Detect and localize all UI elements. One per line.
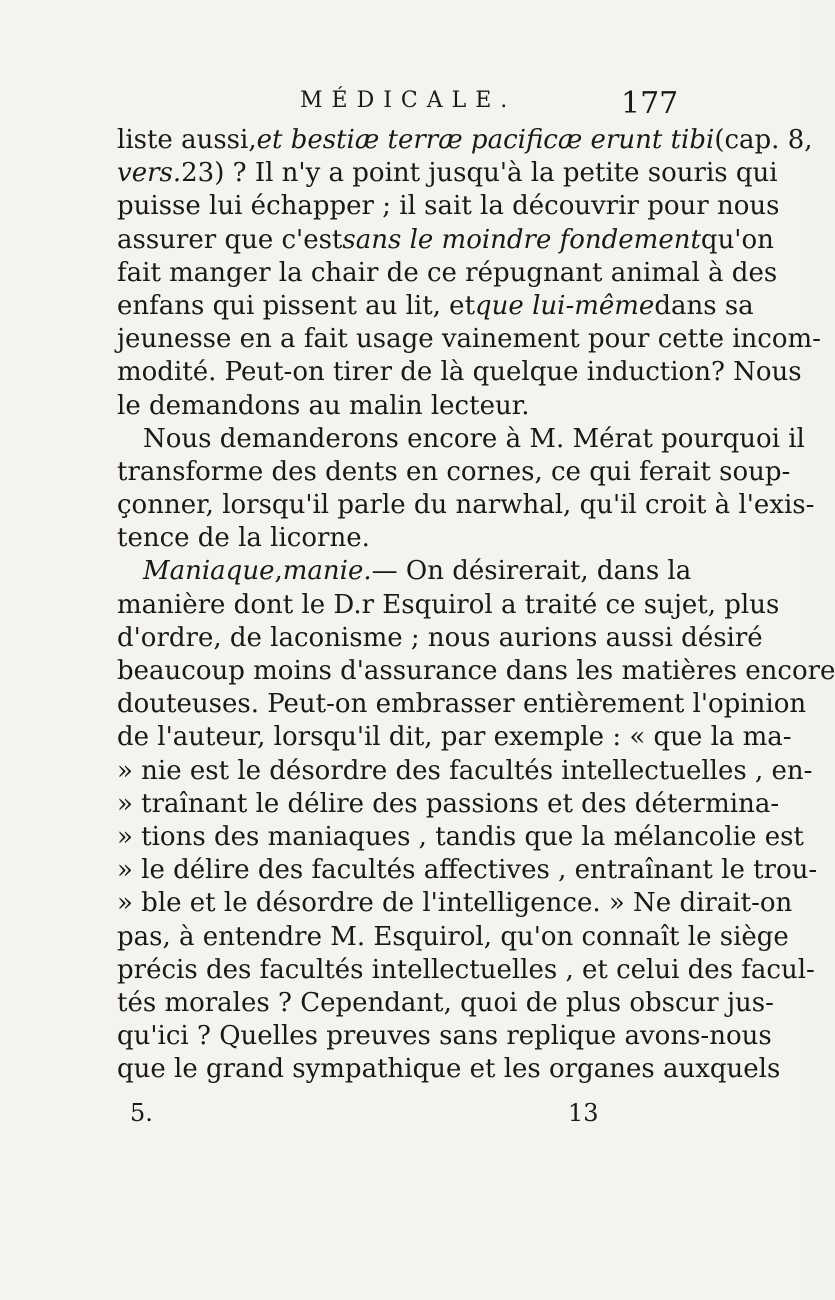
text-line-11	[117, 456, 791, 489]
term-maniaque: Maniaque	[143, 556, 275, 587]
line-28-text: qu'ici ? Quelles preuves sans replique avons-nous	[117, 1021, 772, 1052]
line-21-text: » traînant le délire des passions et des détermina-	[117, 788, 780, 819]
line-14-comma: ,	[274, 556, 283, 587]
line-14-text: — On désirerait, dans la	[371, 556, 692, 587]
text-line-25	[117, 921, 789, 954]
line-18-text: douteuses. Peut-on embrasser entièrement l'opinion	[117, 689, 807, 720]
line-22-text: » tions des maniaques , tandis que la mélancolie est	[117, 821, 804, 852]
text-line-9	[117, 390, 677, 423]
line-1-part-1: liste aussi,	[117, 125, 257, 155]
text-line-6	[117, 290, 754, 323]
line-6-italic: que lui-même	[475, 290, 655, 321]
text-line-26	[117, 954, 815, 987]
text-line-19	[117, 721, 792, 754]
line-1-part-3: (cap. 8,	[714, 125, 813, 155]
text-line-16	[117, 622, 763, 655]
line-19-text: de l'auteur, lorsqu'il dit, par exemple : « que la ma-	[117, 722, 792, 753]
page-number: 177	[621, 86, 679, 121]
line-3-text: puisse lui échapper ; il sait la découvrir pour nous	[117, 191, 780, 222]
text-line-4	[117, 224, 774, 257]
line-6-part-1: enfans qui pissent au lit, et	[117, 290, 476, 321]
text-line-23	[117, 854, 818, 887]
text-line-18	[117, 688, 807, 721]
text-line-14	[117, 555, 692, 588]
line-9-text: le demandons au malin lecteur.	[117, 390, 530, 421]
text-line-27	[117, 987, 774, 1020]
signature-mark: 5.	[130, 1099, 153, 1127]
line-17-text: beaucoup moins d'assurance dans les matières encore	[117, 656, 835, 686]
line-4-part-1: assurer que c'est	[117, 224, 343, 255]
text-line-1	[117, 124, 813, 157]
text-line-28	[117, 1020, 772, 1053]
text-line-10	[117, 423, 805, 456]
text-line-5	[117, 257, 778, 290]
line-26-text: précis des facultés intellectuelles , et celui des facul-	[117, 954, 815, 985]
line-25-text: pas, à entendre M. Esquirol, qu'on connaît le siège	[117, 921, 789, 952]
term-manie: manie.	[282, 556, 372, 587]
latin-quote: et bestiæ terræ pacificæ erunt tibi	[256, 125, 715, 155]
text-line-8	[117, 356, 802, 389]
line-11-text: transforme des dents en cornes, ce qui ferait soup-	[117, 456, 791, 487]
line-23-text: » le délire des facultés affectives , entraînant le trou-	[117, 855, 818, 886]
line-27-text: tés morales ? Cependant, quoi de plus obscur jus-	[117, 987, 774, 1018]
text-line-13	[117, 522, 677, 555]
running-header-title: MÉDICALE.	[300, 88, 517, 113]
line-20-text: » nie est le désordre des facultés intellectuelles , en-	[117, 755, 813, 786]
text-line-20	[117, 755, 813, 788]
text-line-2	[117, 157, 778, 190]
line-8-text: modité. Peut-on tirer de là quelque induction? Nous	[117, 357, 802, 388]
line-4-italic: sans le moindre fondement	[342, 224, 701, 255]
text-line-3	[117, 190, 780, 223]
line-7-text: jeunesse en a fait usage vainement pour cette incom-	[117, 324, 821, 355]
line-16-text: d'ordre, de laconisme ; nous aurions aussi désiré	[117, 622, 763, 653]
line-24-text: » ble et le désordre de l'intelligence. » Ne dirait-on	[117, 888, 793, 919]
text-line-15	[117, 589, 780, 622]
line-5-text: fait manger la chair de ce répugnant animal à des	[117, 257, 778, 288]
line-10-text: Nous demanderons encore à M. Mérat pourquoi il	[143, 423, 805, 454]
line-13-text: tence de la licorne.	[117, 523, 370, 554]
line-15-text: manière dont le D.r Esquirol a traité ce sujet, plus	[117, 589, 780, 620]
text-line-17	[117, 655, 835, 688]
line-2-text: 23) ? Il n'y a point jusqu'à la petite souris qui	[181, 158, 778, 189]
text-line-21	[117, 788, 780, 821]
text-line-12	[117, 489, 815, 522]
main-text-block	[117, 124, 835, 1086]
text-line-7	[117, 323, 821, 356]
line-29-text: que le grand sympathique et les organes auxquels	[117, 1054, 781, 1085]
sheet-number: 13	[568, 1099, 599, 1127]
text-line-29	[117, 1053, 781, 1086]
line-12-text: çonner, lorsqu'il parle du narwhal, qu'il croit à l'exis-	[117, 490, 815, 521]
text-line-24	[117, 887, 793, 920]
line-4-part-3: qu'on	[700, 224, 774, 255]
line-6-part-3: dans sa	[654, 290, 754, 321]
text-line-22	[117, 821, 804, 854]
line-2-italic-ref: vers.	[117, 158, 182, 189]
